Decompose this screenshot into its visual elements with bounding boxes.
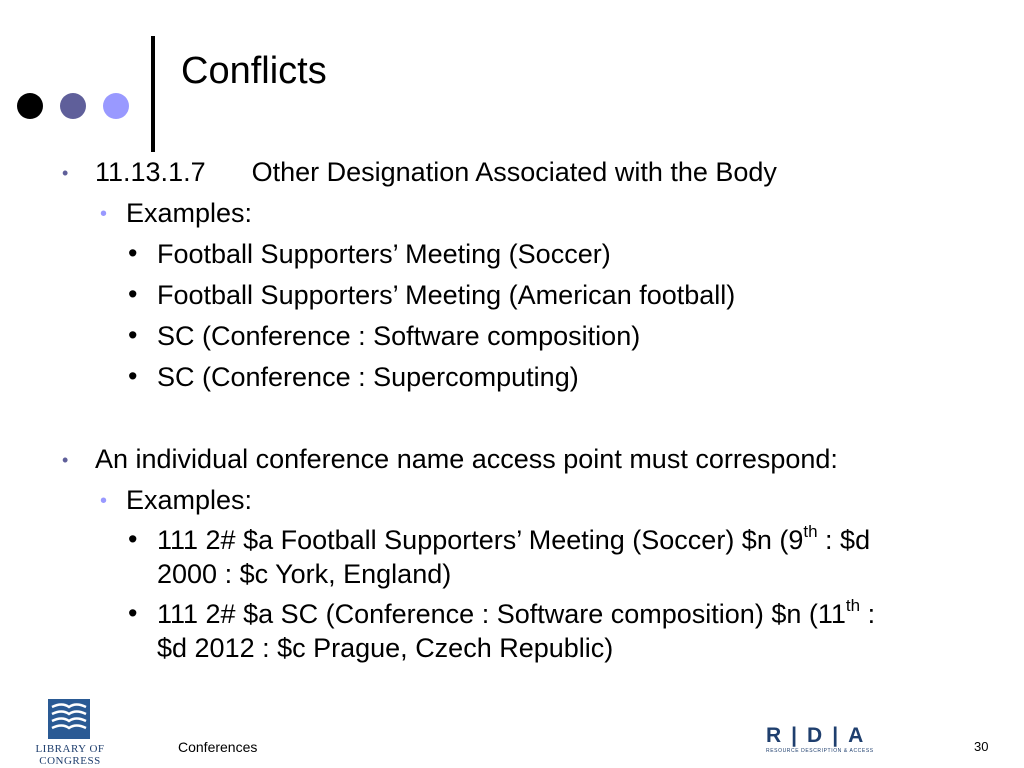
slide-title: Conflicts — [181, 50, 327, 92]
example-item: SC (Conference : Supercomputing) — [157, 362, 579, 392]
bullet-level3-icon: • — [128, 598, 138, 628]
bullet-1 — [95, 156, 777, 189]
rule-title: Other Designation Associated with the Body — [251, 157, 777, 187]
bullet-level1-icon: • — [62, 450, 69, 470]
rule-number: 11.13.1.7 — [95, 157, 206, 187]
bullet-level3-icon: • — [128, 361, 138, 391]
marc-example: 111 2# $a Football Supporters’ Meeting (Soccer) $n (9th : $d — [157, 522, 871, 555]
bullet-level3-icon: • — [128, 320, 138, 350]
footer-text: Conferences — [178, 739, 258, 755]
example-item: SC (Conference : Software composition) — [157, 321, 641, 351]
rda-logo — [766, 724, 874, 758]
bullet-level2-icon: • — [100, 490, 108, 512]
marc-example: 111 2# $a SC (Conference : Software composition) $n (11th : — [157, 596, 876, 629]
example-item: Football Supporters’ Meeting (American football) — [157, 280, 736, 310]
rda-letters: R|D|A — [766, 724, 874, 747]
bullet-level3-icon: • — [128, 238, 138, 268]
loc-wordmark: LIBRARY OF CONGRESS — [35, 743, 105, 767]
open-book-icon — [48, 699, 90, 739]
marc-example-continued: $d 2012 : $c Prague, Czech Republic) — [157, 633, 614, 663]
bullet-2: An individual conference name access point must correspond: — [95, 444, 838, 474]
page-number: 30 — [974, 739, 989, 754]
bullet-level2-icon: • — [100, 203, 108, 225]
examples-label-1: Examples: — [126, 198, 253, 228]
examples-label-2: Examples: — [126, 485, 253, 515]
library-of-congress-logo — [30, 697, 110, 767]
bullet-level1-icon: • — [62, 163, 69, 183]
marc-example-continued: 2000 : $c York, England) — [157, 559, 452, 589]
bullet-level3-icon: • — [128, 279, 138, 309]
rda-tagline: RESOURCE DESCRIPTION & ACCESS — [766, 748, 874, 754]
example-item: Football Supporters’ Meeting (Soccer) — [157, 239, 611, 269]
bullet-level3-icon: • — [128, 524, 138, 554]
